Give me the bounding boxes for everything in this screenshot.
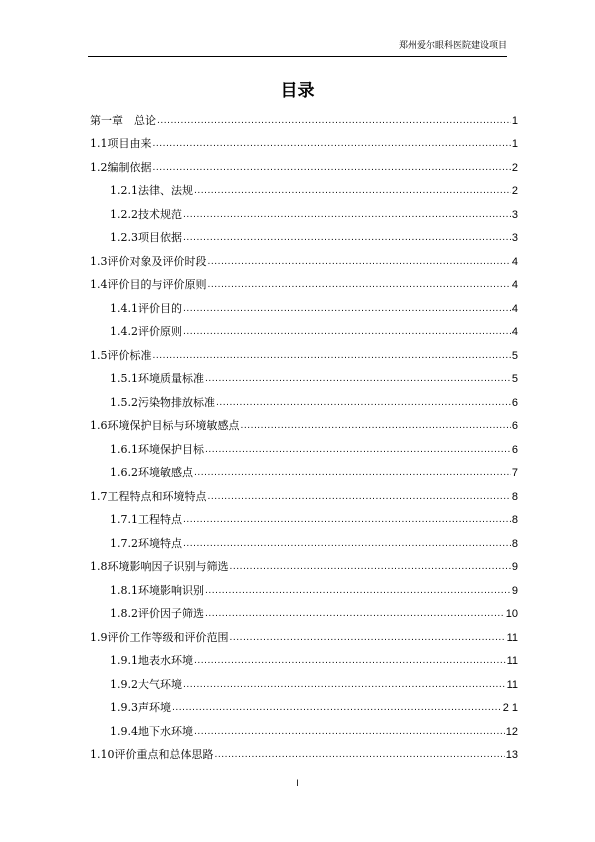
toc-entry-label: 1.9.3声环境 (110, 701, 171, 714)
toc-entry-label: 1.5.1环境质量标准 (110, 372, 204, 385)
toc-entry[interactable] (90, 715, 518, 739)
toc-leader-dots (183, 537, 511, 551)
toc-entry-page: 2 1 (502, 702, 518, 714)
toc-entry[interactable] (90, 480, 518, 504)
toc-leader-dots (183, 678, 506, 692)
toc-entry[interactable] (90, 551, 518, 575)
toc-entry[interactable] (90, 410, 518, 434)
toc-leader-dots (205, 607, 505, 621)
toc-leader-dots (183, 231, 511, 245)
toc-leader-dots (208, 490, 511, 504)
toc-entry[interactable] (90, 645, 518, 669)
toc-entry[interactable] (90, 245, 518, 269)
toc-entry-label: 1.5评价标准 (90, 348, 152, 362)
toc-entry-label: 1.8.1环境影响识别 (110, 583, 204, 597)
toc-entry[interactable] (90, 363, 518, 387)
toc-entry[interactable] (90, 151, 518, 175)
toc-leader-dots (205, 443, 511, 457)
toc-entry[interactable] (90, 739, 518, 763)
toc-entry-label: 1.6环境保护目标与环境敏感点 (90, 419, 240, 432)
toc-entry[interactable] (90, 292, 518, 316)
toc-leader-dots (241, 419, 511, 433)
toc-entry-page: 8 (511, 537, 518, 550)
toc-entry[interactable] (90, 598, 518, 622)
toc-leader-dots (172, 701, 502, 715)
toc-entry-page: 4 (511, 326, 518, 338)
toc-leader-dots (215, 748, 505, 762)
toc-entry[interactable] (90, 316, 518, 340)
toc-entry[interactable] (90, 527, 518, 551)
toc-entry-label: 1.2.1法律、法规 (110, 184, 193, 197)
toc-leader-dots (230, 560, 511, 574)
toc-entry-page: 4 (511, 255, 518, 268)
toc-leader-dots (153, 161, 511, 175)
toc-leader-dots (183, 302, 511, 316)
toc-entry-page: 8 (511, 490, 518, 503)
toc-entry-label: 1.5.2污染物排放标准 (110, 395, 215, 409)
toc-entry-label: 1.9.2大气环境 (110, 677, 182, 691)
toc-entry-page: 7 (511, 467, 518, 479)
header-text: 郑州爱尔眼科医院建设项目 (398, 41, 507, 51)
toc-leader-dots (230, 631, 506, 645)
toc-entry-label: 1.7.1工程特点 (110, 513, 182, 526)
page-number: I (296, 778, 299, 788)
toc-leader-dots (194, 466, 511, 480)
toc-entry-label: 1.10评价重点和总体思路 (90, 748, 214, 761)
toc-entry-page: 4 (511, 302, 518, 315)
toc-entry-page: 9 (511, 561, 518, 573)
toc-entry[interactable] (90, 574, 518, 598)
toc-leader-dots (183, 208, 511, 222)
toc-entry-label: 1.4.1评价目的 (110, 301, 182, 315)
toc-entry-label: 1.9.4地下水环境 (110, 724, 193, 738)
toc-entry-label: 1.9评价工作等级和评价范围 (90, 630, 229, 644)
toc-entry-label: 1.4评价目的与评价原则 (90, 278, 207, 291)
toc-entry-page: 6 (511, 443, 518, 456)
toc-entry-page: 5 (511, 373, 518, 385)
toc-entry-page: 1 (511, 138, 518, 150)
toc-entry-page: 2 (511, 161, 518, 174)
toc-entry-page: 6 (511, 420, 518, 432)
toc-leader-dots (183, 513, 511, 527)
table-of-contents (90, 104, 518, 762)
toc-entry-page: 3 (511, 208, 518, 221)
toc-leader-dots (153, 349, 511, 363)
toc-entry-label: 1.4.2评价原则 (110, 325, 182, 338)
toc-entry[interactable] (90, 668, 518, 692)
toc-entry[interactable] (90, 504, 518, 528)
toc-entry-label: 1.8环境影响因子识别与筛选 (90, 560, 229, 573)
toc-entry[interactable] (90, 104, 518, 128)
toc-entry-page: 11 (506, 631, 518, 644)
toc-entry[interactable] (90, 339, 518, 363)
toc-entry-label: 1.1项目由来 (90, 137, 152, 150)
running-header (88, 40, 507, 57)
toc-entry[interactable] (90, 128, 518, 152)
toc-entry[interactable] (90, 175, 518, 199)
toc-entry-page: 5 (511, 349, 518, 362)
toc-entry-page: 11 (506, 678, 518, 691)
toc-entry[interactable] (90, 198, 518, 222)
toc-entry-page: 2 (511, 185, 518, 197)
toc-entry-label: 第一章 总论 (90, 113, 156, 127)
toc-leader-dots (216, 396, 511, 410)
toc-entry[interactable] (90, 222, 518, 246)
toc-entry[interactable] (90, 269, 518, 293)
toc-entry-label: 1.2编制依据 (90, 160, 152, 174)
toc-entry-page: 6 (511, 396, 518, 409)
toc-entry-page: 4 (511, 279, 518, 291)
toc-entry[interactable] (90, 621, 518, 645)
toc-entry-label: 1.3评价对象及评价时段 (90, 254, 207, 268)
page-title: 目录 (280, 81, 315, 101)
toc-entry-label: 1.7.2环境特点 (110, 536, 182, 550)
toc-leader-dots (205, 372, 511, 386)
toc-entry-label: 1.8.2评价因子筛选 (110, 607, 204, 620)
toc-leader-dots (194, 654, 506, 668)
toc-entry-page: 13 (505, 749, 518, 761)
toc-leader-dots (183, 325, 511, 339)
toc-entry-page: 12 (505, 725, 518, 738)
toc-entry[interactable] (90, 433, 518, 457)
toc-entry-label: 1.7工程特点和环境特点 (90, 489, 207, 503)
toc-leader-dots (153, 137, 511, 151)
toc-entry-label: 1.6.2环境敏感点 (110, 466, 193, 479)
toc-leader-dots (208, 255, 511, 269)
toc-entry-page: 3 (511, 232, 518, 244)
toc-leader-dots (208, 278, 511, 292)
toc-entry-label: 1.9.1地表水环境 (110, 654, 193, 667)
toc-leader-dots (205, 584, 511, 598)
toc-entry[interactable] (90, 386, 518, 410)
toc-leader-dots (194, 184, 511, 198)
toc-entry-page: 9 (511, 584, 518, 597)
toc-leader-dots (194, 725, 505, 739)
toc-entry-label: 1.6.1环境保护目标 (110, 442, 204, 456)
toc-entry-page: 1 (511, 114, 518, 127)
toc-entry[interactable] (90, 692, 518, 716)
toc-entry-label: 1.2.3项目依据 (110, 231, 182, 244)
toc-entry-page: 10 (505, 608, 518, 620)
toc-entry-label: 1.2.2技术规范 (110, 207, 182, 221)
toc-entry[interactable] (90, 457, 518, 481)
toc-leader-dots (157, 114, 511, 128)
toc-entry-page: 11 (506, 655, 518, 667)
toc-entry-page: 8 (511, 514, 518, 526)
